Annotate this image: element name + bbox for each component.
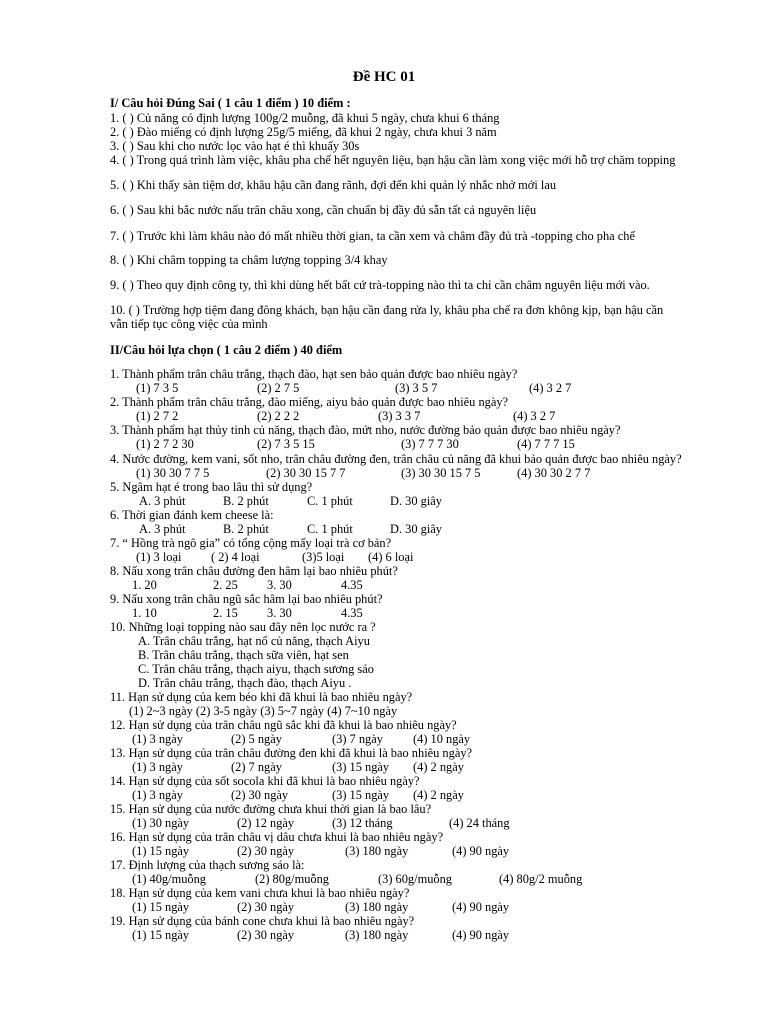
mc-option: 3. 30	[267, 578, 292, 592]
mc-option: 2. 25	[213, 578, 238, 592]
mc-question-7: 7. “ Hồng trà ngô gia” có tổng cộng mấy loại trà cơ bản?	[110, 536, 392, 550]
mc-option: (1) 2 7 2	[136, 409, 179, 423]
section2-heading: II/Câu hỏi lựa chọn ( 1 câu 2 điểm ) 40 điểm	[110, 343, 343, 357]
mc-option: (4) 3 2 7	[513, 409, 556, 423]
mc-option: A. 3 phút	[139, 522, 186, 536]
mc-option: (3)5 loại	[302, 550, 345, 564]
tf-question-2: 2. ( ) Đào miếng có định lượng 25g/5 miếng, đã khui 2 ngày, chưa khui 3 năm	[110, 125, 497, 139]
mc-option: ( 2) 4 loại	[211, 550, 260, 564]
mc-option: (4) 2 ngày	[413, 788, 464, 802]
tf-question-9: 9. ( ) Theo quy định công ty, thì khi dùng hết bất cứ trà-topping nào thì ta chỉ cần châm nguyên liệu mới vào.	[110, 278, 650, 292]
mc-question-13: 13. Hạn sử dụng của trân châu đường đen khi đã khui là bao nhiêu ngày?	[110, 746, 473, 760]
mc-option: (1) 15 ngày	[132, 844, 190, 858]
mc-option: (3) 60g/muỗng	[378, 872, 452, 886]
mc-question-11: 11. Hạn sử dụng của kem béo khi đã khui là bao nhiêu ngày?	[110, 690, 413, 704]
mc-option: (3) 180 ngày	[345, 928, 409, 942]
mc-option: (1) 7 3 5	[136, 381, 179, 395]
mc-question-15: 15. Hạn sử dụng của nước đường chưa khui thời gian là bao lâu?	[110, 802, 432, 816]
mc-option: (2) 30 ngày	[237, 928, 295, 942]
mc-option: (3) 180 ngày	[345, 900, 409, 914]
mc-option: (4) 90 ngày	[452, 928, 510, 942]
mc-option: (2) 30 ngày	[237, 844, 295, 858]
tf-question-7: 7. ( ) Trước khi làm khâu nào đó mất nhiều thời gian, ta cần xem và châm đầy đủ trà -topping cho pha chế	[110, 229, 635, 243]
mc-option: (1) 3 ngày	[132, 732, 183, 746]
tf-question-6: 6. ( ) Sau khi bắc nước nấu trân châu xong, cần chuẩn bị đầy đủ sẵn tất cả nguyên liệu	[110, 203, 537, 217]
mc-question-12: 12. Hạn sử dụng của trân châu ngũ sắc khi đã khui là bao nhiêu ngày?	[110, 718, 457, 732]
mc-option: (1) 3 loại	[136, 550, 182, 564]
mc-option: (4) 10 ngày	[413, 732, 471, 746]
mc-option: (1) 3 ngày	[132, 760, 183, 774]
tf-question-10-cont: vẫn tiếp tục công việc của mình	[110, 317, 268, 331]
tf-question-1: 1. ( ) Củ năng có định lượng 100g/2 muỗng, đã khui 5 ngày, chưa khui 6 tháng	[110, 111, 500, 125]
mc-option: (2) 30 ngày	[237, 900, 295, 914]
mc-option: (4) 2 ngày	[413, 760, 464, 774]
mc-question-19: 19. Hạn sử dụng của bánh cone chưa khui là bao nhiêu ngày?	[110, 914, 415, 928]
mc-option: A. Trân châu trắng, hạt nổ củ năng, thạch Aiyu	[138, 634, 370, 648]
mc-option: B. 2 phút	[223, 522, 269, 536]
mc-option: (4) 30 30 2 7 7	[517, 466, 591, 480]
mc-question-2: 2. Thành phẩm trân châu trắng, đào miếng, aiyu bảo quản được bao nhiêu ngày?	[110, 395, 509, 409]
mc-option: (1) 3 ngày	[132, 788, 183, 802]
mc-question-18: 18. Hạn sử dụng của kem vani chưa khui là bao nhiêu ngày?	[110, 886, 410, 900]
mc-question-16: 16. Hạn sử dụng của trân châu vị dâu chưa khui là bao nhiêu ngày?	[110, 830, 444, 844]
mc-option: (1) 40g/muỗng	[132, 872, 206, 886]
mc-question-5: 5. Ngâm hạt é trong bao lâu thì sử dụng?	[110, 480, 313, 494]
mc-option: (3) 15 ngày	[332, 788, 390, 802]
mc-question-9: 9. Nấu xong trân châu ngũ sắc hâm lại bao nhiêu phút?	[110, 592, 383, 606]
mc-option: (2) 5 ngày	[231, 732, 282, 746]
mc-option: (4) 24 tháng	[449, 816, 510, 830]
mc-option: (2) 7 ngày	[231, 760, 282, 774]
mc-option: (2) 30 ngày	[231, 788, 289, 802]
mc-option: (4) 3 2 7	[529, 381, 572, 395]
tf-question-8: 8. ( ) Khi châm topping ta châm lượng topping 3/4 khay	[110, 253, 388, 267]
mc-option: (4) 90 ngày	[452, 900, 510, 914]
section1-heading: I/ Câu hỏi Đúng Sai ( 1 câu 1 điểm ) 10 điểm :	[110, 96, 351, 110]
mc-option: (3) 3 3 7	[378, 409, 421, 423]
mc-option: (2) 2 7 5	[257, 381, 300, 395]
mc-option: (1) 30 30 7 7 5	[136, 466, 210, 480]
mc-option: (4) 6 loại	[368, 550, 414, 564]
mc-option: (4) 90 ngày	[452, 844, 510, 858]
mc-option: (3) 7 ngày	[332, 732, 383, 746]
tf-question-3: 3. ( ) Sau khi cho nước lọc vào hạt é thì khuấy 30s	[110, 139, 360, 153]
mc-option: (2) 2 2 2	[257, 409, 300, 423]
mc-option: (3) 7 7 7 30	[401, 437, 459, 451]
mc-option: (2) 7 3 5 15	[257, 437, 315, 451]
mc-option: (3) 3 5 7	[395, 381, 438, 395]
mc-option: (3) 15 ngày	[332, 760, 390, 774]
mc-option: 1. 20	[132, 578, 157, 592]
tf-question-5: 5. ( ) Khi thấy sàn tiệm dơ, khâu hậu cần đang rãnh, đợi đến khi quản lý nhắc nhở mới lau	[110, 178, 557, 192]
mc-option: (3) 180 ngày	[345, 844, 409, 858]
mc-question-10: 10. Những loại topping nào sau đây nên lọc nước ra ?	[110, 620, 376, 634]
mc-option: (3) 30 30 15 7 5	[401, 466, 481, 480]
mc-option: (1) 2~3 ngày (2) 3-5 ngày (3) 5~7 ngày (4) 7~10 ngày	[129, 704, 398, 718]
mc-option: (2) 80g/muỗng	[255, 872, 329, 886]
mc-question-3: 3. Thành phẩm hạt thủy tinh củ năng, thạch đào, mứt nho, nước đường bảo quản được bao nhiêu ngày?	[110, 423, 621, 437]
mc-option: C. 1 phút	[307, 522, 353, 536]
mc-option: B. 2 phút	[223, 494, 269, 508]
mc-option: C. 1 phút	[307, 494, 353, 508]
mc-option: 4.35	[341, 578, 363, 592]
mc-option: (4) 7 7 7 15	[517, 437, 575, 451]
tf-question-4: 4. ( ) Trong quá trình làm việc, khâu pha chế hết nguyên liệu, bạn hậu cần làm xong việc mới hỗ trợ chăm topping	[110, 153, 676, 167]
mc-question-4: 4. Nước đường, kem vani, sốt nho, trân châu đường đen, trân châu củ năng đã khui bảo quản được bao nhiêu ngày?	[110, 452, 682, 466]
mc-question-8: 8. Nấu xong trân châu đường đen hâm lại bao nhiêu phút?	[110, 564, 398, 578]
mc-option: (1) 30 ngày	[132, 816, 190, 830]
mc-option: D. 30 giây	[390, 494, 442, 508]
mc-option: (1) 15 ngày	[132, 928, 190, 942]
mc-option: A. 3 phút	[139, 494, 186, 508]
mc-option: D. 30 giây	[390, 522, 442, 536]
mc-option: C. Trân châu trắng, thạch aiyu, thạch sương sáo	[138, 662, 374, 676]
mc-option: B. Trân châu trắng, thạch sữa viên, hạt sen	[138, 648, 349, 662]
document-title: Đề HC 01	[352, 69, 416, 85]
mc-option: (2) 12 ngày	[237, 816, 295, 830]
mc-question-14: 14. Hạn sử dụng của sốt socola khi đã khui là bao nhiêu ngày?	[110, 774, 420, 788]
mc-option: 3. 30	[267, 606, 292, 620]
mc-option: D. Trân châu trắng, thạch đào, thạch Aiyu .	[138, 676, 352, 690]
mc-option: (4) 80g/2 muỗng	[499, 872, 583, 886]
mc-option: 2. 15	[213, 606, 238, 620]
mc-question-6: 6. Thời gian đánh kem cheese là:	[110, 508, 274, 522]
mc-option: (2) 30 30 15 7 7	[266, 466, 346, 480]
mc-option: (1) 15 ngày	[132, 900, 190, 914]
mc-option: 4.35	[341, 606, 363, 620]
mc-option: (3) 12 tháng	[332, 816, 393, 830]
tf-question-10: 10. ( ) Trường hợp tiệm đang đông khách, bạn hậu cần đang rửa ly, khâu pha chế ra đơn không kịp, bạn hậu cần	[110, 303, 664, 317]
mc-option: (1) 2 7 2 30	[136, 437, 194, 451]
mc-option: 1. 10	[132, 606, 157, 620]
mc-question-17: 17. Định lượng của thạch sương sáo là:	[110, 858, 305, 872]
mc-question-1: 1. Thành phẩm trân châu trắng, thạch đào, hạt sen bảo quản được bao nhiêu ngày?	[110, 367, 518, 381]
